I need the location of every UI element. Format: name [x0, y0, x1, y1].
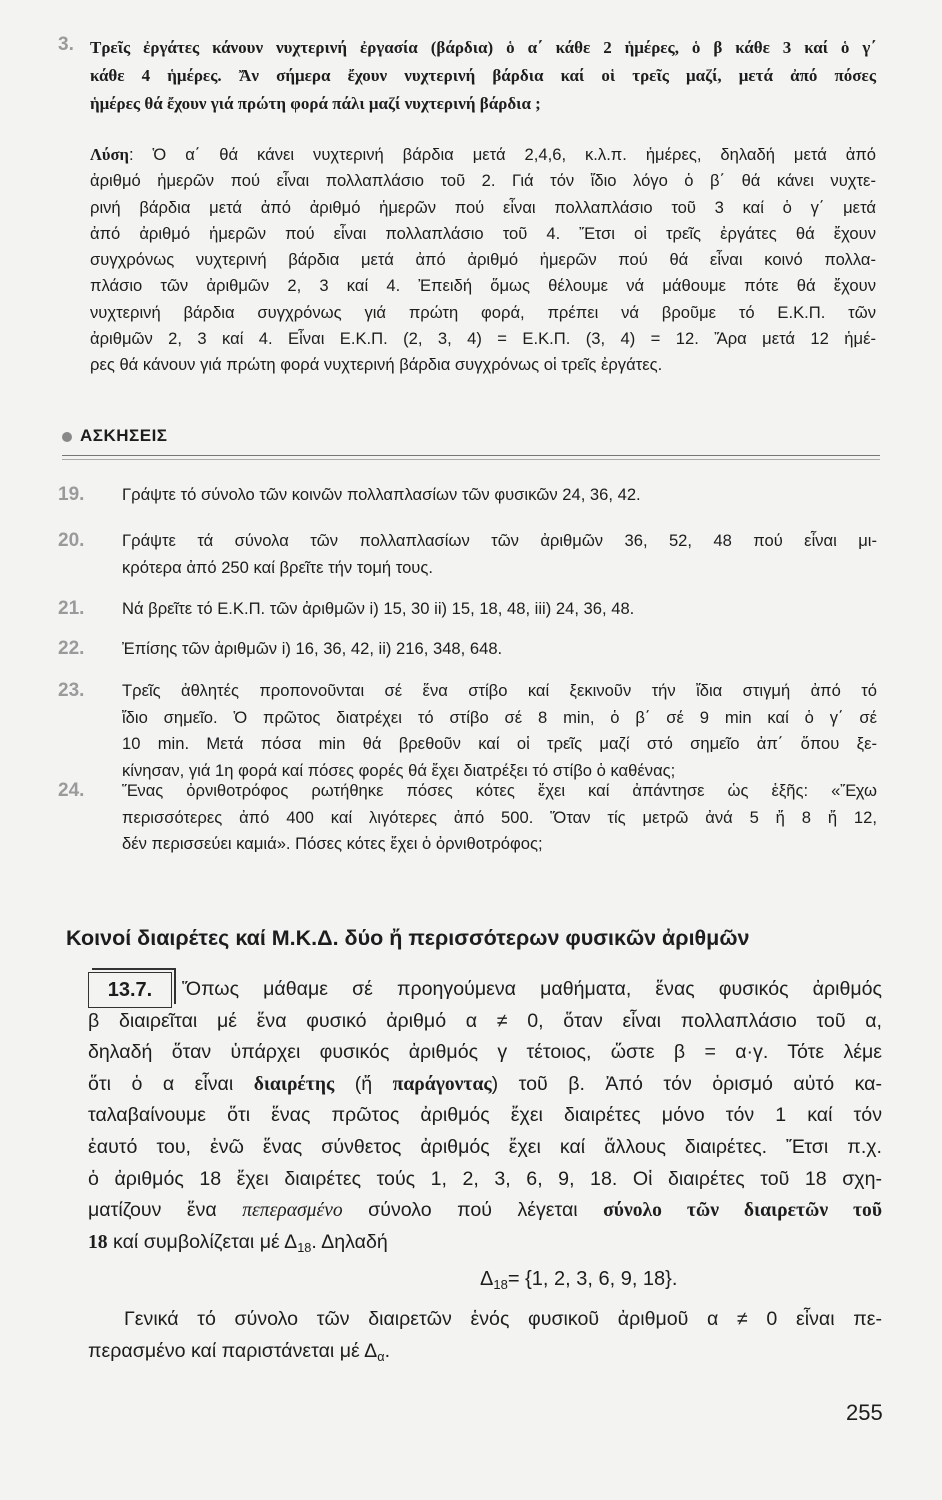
text-segment: = {1, 2, 3, 6, 9, 18}. — [507, 1268, 678, 1290]
text-line: δηλαδή ὅταν ὑπάρχει φυσικός ἀριθμός γ τέτοιος, ὥστε β = α·γ. Τότε λέμε — [88, 1041, 882, 1064]
divider — [62, 455, 880, 460]
exercise-number: 23. — [58, 680, 85, 701]
section-paragraph — [88, 974, 882, 1263]
text-line: κίνησαν, γιά 1η φορά καί πόσες φορές θά ἔχει διατρέξει τό στίβο ὁ καθένας; — [122, 760, 676, 780]
text-line: νυχτερινή βάρδια συγχρόνως γιά πρώτη φορά, πρέπει νά βροῦμε τό Ε.Κ.Π. τῶν — [90, 302, 876, 322]
section-heading: Κοινοί διαιρέτες καί Μ.Κ.Δ. δύο ἤ περισσότερων φυσικῶν ἀριθμῶν — [66, 926, 750, 950]
text-line: Ὅπως μάθαμε σέ προηγούμενα μαθήματα, ἕνας φυσικός ἀριθμός — [182, 978, 882, 1000]
text-line: ἀριθμό ἡμερῶν πού εἶναι πολλαπλάσιο τοῦ 2. Γιά τόν ἴδιο λόγο ὁ β΄ θά κάνει νυχτε- — [90, 171, 876, 191]
text-line: β διαιρεῖται μέ ἕνα φυσικό ἀριθμό α ≠ 0, ὅταν εἶναι πολλαπλάσιο τοῦ α, — [88, 1009, 882, 1032]
text-line: Γράψτε τό σύνολο τῶν κοινῶν πολλαπλασίων τῶν φυσικῶν 24, 36, 42. — [122, 485, 641, 504]
text-line: Γράψτε τά σύνολα τῶν πολλαπλασίων τῶν ἀριθμῶν 36, 52, 48 πού εἶναι μι- — [122, 531, 877, 550]
exercise-number: 24. — [58, 780, 85, 801]
text-segment: . Δηλαδή — [311, 1230, 388, 1253]
text-segment: παράγοντας — [392, 1073, 492, 1095]
page-number: 255 — [846, 1400, 883, 1425]
text-segment: 18 — [493, 1276, 508, 1292]
text-segment: 18 — [88, 1231, 108, 1253]
exercise-text — [122, 636, 877, 663]
text-segment: καί συμβολίζεται μέ Δ — [107, 1230, 298, 1253]
solution-text — [90, 142, 876, 379]
text-line: ρινή βάρδια μετά ἀπό ἀριθμό ἡμερῶν πού εἶναι πολλαπλάσιο τοῦ 3 καί ὁ γ΄ μετά — [90, 197, 876, 217]
text-line — [88, 1069, 882, 1101]
text-line: κρότερα ἀπό 250 καί βρεῖτε τήν τομή τους. — [122, 557, 433, 577]
text-line: κάθε 4 ἡμέρες. Ἄν σήμερα ἔχουν νυχτερινή βάρδια καί οἱ τρεῖς μαζί, μετά ἀπό πόσες — [90, 66, 876, 85]
text-segment: 18 — [297, 1239, 312, 1255]
text-line: ἀριθμῶν 2, 3 καί 4. Εἶναι Ε.Κ.Π. (2, 3, 4) = Ε.Κ.Π. (3, 4) = 12. Ἄρα μετά 12 ἡμέ- — [90, 329, 876, 349]
exercise-text — [122, 528, 877, 581]
text-segment: Λύση — [90, 145, 129, 164]
text-line: Τρεῖς ἐργάτες κάνουν νυχτερινή ἐργασία (βάρδια) ὁ α΄ κάθε 2 ἡμέρες, ὁ β κάθε 3 καί ὁ γ΄ — [90, 38, 876, 57]
text-line: πλάσιο τῶν ἀριθμῶν 2, 3 καί 4. Ἐπειδή ὅμως θέλουμε νά μάθουμε πότε θά ἔχουν — [90, 276, 876, 296]
text-segment: πεπερασμένο — [242, 1200, 343, 1222]
text-line — [88, 1227, 882, 1263]
final-paragraph — [88, 1304, 882, 1372]
exercises-heading — [62, 426, 168, 446]
text-line: Ἕνας ὀρνιθοτρόφος ρωτήθηκε πόσες κότες ἔχει καί ἀπάντησε ὡς ἑξῆς: «Ἔχω — [122, 781, 877, 800]
text-segment: σύνολο τῶν διαιρετῶν τοῦ — [603, 1200, 882, 1222]
text-line: περισσότερες ἀπό 400 καί λιγότερες ἀπό 500. Ὅταν τίς μετρῶ ἀνά 5 ἤ 8 ἤ 12, — [122, 807, 877, 827]
text-line — [88, 1336, 882, 1372]
text-segment: ὅτι ὁ α εἶναι — [88, 1072, 254, 1095]
text-line: Νά βρεῖτε τό Ε.Κ.Π. τῶν ἀριθμῶν i) 15, 30 ii) 15, 18, 48, iii) 24, 36, 48. — [122, 599, 635, 618]
text-line: ἡμέρες θά ἔχουν γιά πρώτη φορά πάλι μαζί νυχτερινή βάρδια ; — [90, 94, 541, 113]
exercise-text — [122, 596, 877, 623]
text-line: Γενικά τό σύνολο τῶν διαιρετῶν ἑνός φυσικοῦ ἀριθμοῦ α ≠ 0 εἶναι πε- — [124, 1308, 882, 1330]
text-line: 10 min. Μετά πόσα min θά βρεθοῦν καί οἱ τρεῖς μαζί στό σημεῖο ἀπ΄ ὅπου ξε- — [122, 734, 877, 753]
text-line: δέν περισσεύει καμιά». Πόσες κότες ἔχει ὁ ὀρνιθοτρόφος; — [122, 834, 543, 853]
exercise-text — [122, 678, 877, 784]
text-line — [90, 142, 876, 168]
text-line — [88, 1195, 882, 1227]
text-segment: περασμένο καί παριστάνεται μέ Δ — [88, 1339, 378, 1362]
exercise-number: 20. — [58, 530, 85, 551]
exercise-number: 21. — [58, 598, 85, 619]
text-segment: (ἤ — [334, 1072, 393, 1095]
text-line: ἑαυτό του, ἐνῶ ἕνας σύνθετος ἀριθμός ἔχει καί ἄλλους διαιρέτες. Ἔτσι π.χ. — [88, 1135, 882, 1158]
text-line: ταλαβαίνουμε ὅτι ἕνας πρῶτος ἀριθμός ἔχει διαιρέτες μόνο τόν 1 καί τόν — [88, 1104, 882, 1127]
text-line: Ἐπίσης τῶν ἀριθμῶν i) 16, 36, 42, ii) 216, 348, 648. — [122, 639, 503, 658]
text-line: ρες θά κάνουν γιά πρώτη φορά νυχτερινή βάρδια συγχρόνως οἱ τρεῖς ἐργάτες. — [90, 355, 663, 375]
section-number-box: 13.7. — [88, 972, 172, 1008]
bullet-icon — [62, 432, 72, 442]
text-line: Τρεῖς ἀθλητές προπονοῦνται σέ ἕνα στίβο καί ξεκινοῦν τήν ἴδια στιγμή ἀπό τό — [122, 681, 877, 700]
exercises-heading-label: ΑΣΚΗΣΕΙΣ — [80, 426, 168, 445]
problem-number: 3. — [58, 34, 74, 55]
text-segment: σύνολο πού λέγεται — [342, 1199, 604, 1222]
text-segment: . — [384, 1339, 391, 1362]
exercise-text — [122, 778, 877, 858]
exercise-number: 19. — [58, 484, 85, 505]
text-segment: α — [377, 1348, 385, 1364]
text-segment: διαιρέτης — [253, 1073, 335, 1095]
problem-3-text — [90, 34, 876, 118]
text-segment: : Ὁ α΄ θά κάνει νυχτερινή βάρδια μετά 2,4,6, κ.λ.π. ἡμέρες, δηλαδή μετά ἀπό — [128, 145, 876, 164]
text-segment: ) τοῦ β. Ἀπό τόν ὁρισμό αὐτό κα- — [491, 1072, 882, 1095]
text-line: ὁ ἀριθμός 18 ἔχει διαιρέτες τούς 1, 2, 3, 6, 9, 18. Οἱ διαιρέτες τοῦ 18 σχη- — [88, 1167, 882, 1190]
exercise-number: 22. — [58, 638, 85, 659]
text-segment: Δ — [480, 1268, 494, 1290]
text-segment: ματίζουν ἕνα — [88, 1199, 243, 1222]
exercise-text — [122, 482, 877, 509]
text-line: ἴδιο σημεῖο. Ὁ πρῶτος διατρέχει τό στίβο σέ 8 min, ὁ β΄ σέ 9 min καί ὁ γ΄ σέ — [122, 707, 877, 727]
text-line: συγχρόνως νυχτερινή βάρδια μετά ἀπό ἀριθμό ἡμερῶν πού θά εἶναι κοινό πολλα- — [90, 250, 876, 270]
text-line: ἀπό ἀριθμό ἡμερῶν πού εἶναι πολλαπλάσιο τοῦ 4. Ἔτσι οἱ τρεῖς ἐργάτες θά ἔχουν — [90, 223, 876, 243]
formula — [480, 1268, 677, 1292]
